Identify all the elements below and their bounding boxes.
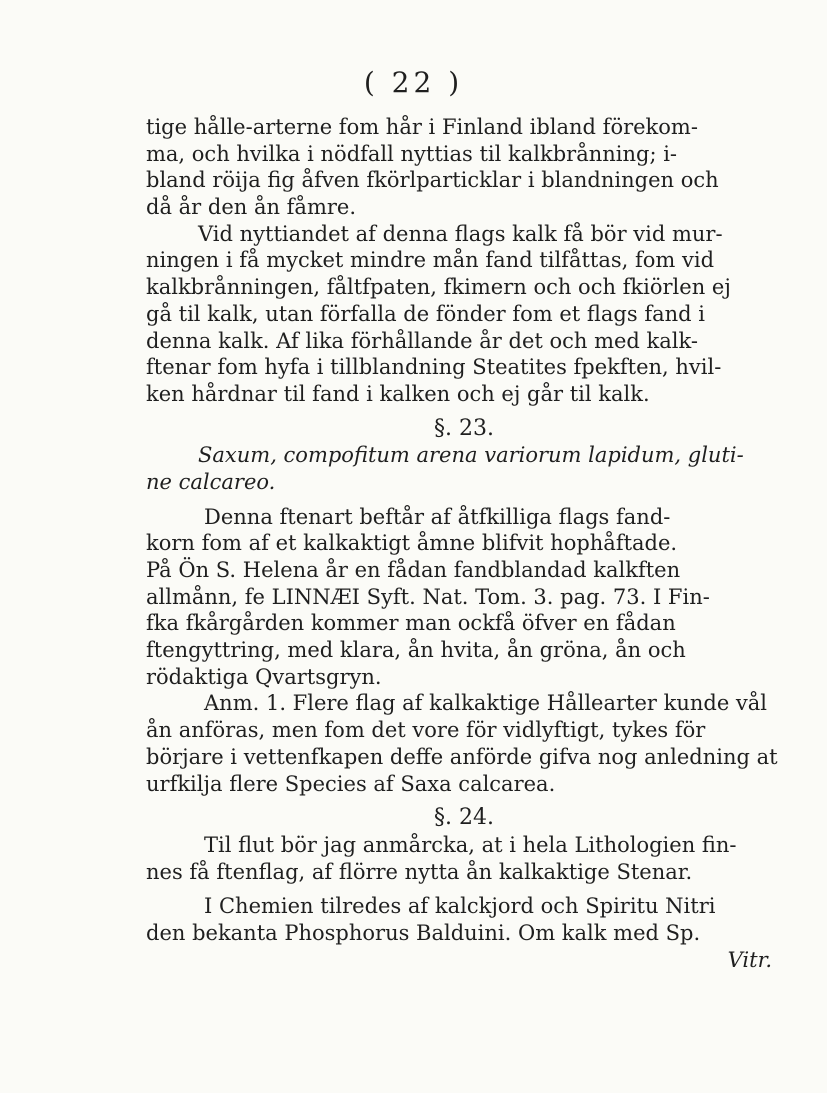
text-line: Saxum, compofitum arena variorum lapidum, gluti- bbox=[198, 443, 744, 468]
paragraph bbox=[146, 832, 782, 885]
paragraph bbox=[146, 114, 782, 221]
text-line: ftenar fom hyfa i tillblandning Steatites fpekften, hvil- bbox=[146, 355, 722, 380]
text-line: allmånn, fe LINNÆI Syft. Nat. Tom. 3. pag. 73. I Fin- bbox=[146, 584, 710, 609]
text-line: Anm. 1. Flere flag af kalkaktige Hållearter kunde vål bbox=[204, 691, 768, 716]
text-line: Vid nyttiandet af denna flags kalk få bör vid mur- bbox=[198, 221, 723, 246]
text-line: korn fom af et kalkaktigt åmne blifvit hophåftade. bbox=[146, 531, 678, 556]
text-line: urfkilja flere Species af Saxa calcarea. bbox=[146, 771, 556, 796]
text-line: På Ön S. Helena år en fådan fandblandad kalkften bbox=[146, 558, 681, 582]
paragraph bbox=[146, 442, 782, 495]
text-line: ne calcareo. bbox=[146, 469, 276, 494]
text-line: då år den ån fåmre. bbox=[146, 195, 357, 220]
text-line: gå til kalk, utan förfalla de fönder fom et flags fand i bbox=[146, 301, 705, 326]
paragraph bbox=[146, 690, 782, 797]
text-line: börjare i vettenfkapen deffe anförde gifva nog anledning at bbox=[146, 744, 778, 769]
text-line: kalkbrånningen, fåltfpaten, fkimern och och fkiörlen ej bbox=[146, 275, 731, 300]
text-line: denna kalk. Af lika förhållande år det och med kalk- bbox=[146, 328, 698, 353]
paragraph bbox=[146, 221, 782, 408]
text-line: bland röija fig åfven fkörlparticklar i blandningen och bbox=[146, 168, 719, 193]
text-line: Denna ftenart beftår af åtfkilliga flags fand- bbox=[204, 504, 671, 529]
text-line: den bekanta Phosphorus Balduini. Om kalk med Sp. bbox=[146, 920, 701, 945]
text-line: nes få ftenflag, af flörre nytta ån kalkaktige Stenar. bbox=[146, 859, 693, 884]
text-line: fka fkårgården kommer man ockfå öfver en fådan bbox=[146, 611, 676, 636]
text-line: ftengyttring, med klara, ån hvita, ån gröna, ån och bbox=[146, 638, 686, 663]
text-line: tige hålle-arterne fom hår i Finland ibland förekom- bbox=[146, 115, 698, 139]
text-line: Til flut bör jag anmårcka, at i hela Lithologien fin- bbox=[204, 832, 737, 857]
paragraph bbox=[146, 893, 782, 946]
text-line: I Chemien tilredes af kalckjord och Spiritu Nitri bbox=[204, 894, 716, 919]
text-line: rödaktiga Qvartsgryn. bbox=[146, 664, 382, 689]
text-line: ån anföras, men fom det vore för vidlyftigt, tykes för bbox=[146, 718, 706, 743]
text-line: ken hårdnar til fand i kalken och ej går til kalk. bbox=[146, 381, 650, 406]
text-line: ningen i få mycket mindre mån fand tilfåttas, fom vid bbox=[146, 248, 715, 273]
section-heading: §. 23. bbox=[434, 415, 494, 441]
section-heading: §. 24. bbox=[434, 805, 494, 831]
paragraph bbox=[146, 504, 782, 691]
page-header: ( 22 ) bbox=[363, 66, 464, 99]
page-body bbox=[146, 114, 782, 973]
text-line: ma, och hvilka i nödfall nyttias til kalkbrånning; i- bbox=[146, 141, 678, 166]
catchword: Vitr. bbox=[727, 947, 772, 972]
